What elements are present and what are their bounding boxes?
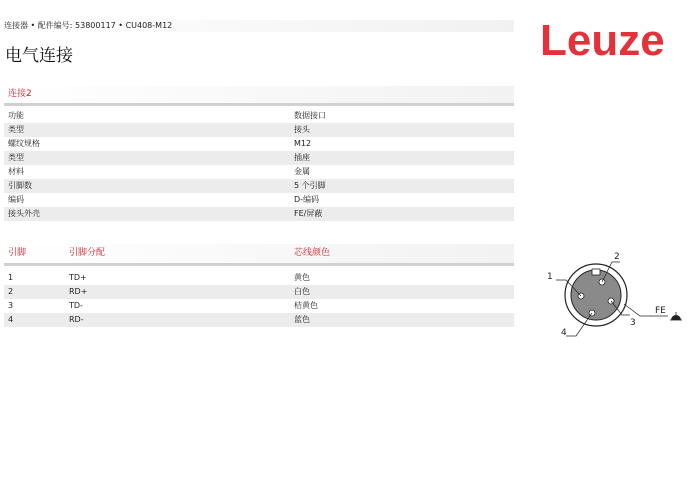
header-wire-color: 芯线颜色 — [294, 248, 331, 258]
coding-key — [592, 269, 600, 275]
spec-label: 功能 — [8, 111, 24, 120]
pin-number: 3 — [8, 301, 14, 310]
table-row — [4, 271, 514, 285]
wire-color: 蓝色 — [294, 315, 310, 324]
spec-label: 类型 — [8, 125, 24, 134]
spec-label: 螺纹规格 — [8, 139, 40, 148]
pin-table-header — [4, 244, 514, 266]
breadcrumb: 连接器 • 配件编号: 53800117 • CU408-M12 — [4, 20, 514, 32]
pin-label-1: 1 — [547, 272, 553, 282]
pin-assignment: RD+ — [69, 287, 88, 296]
pin-assignment: TD- — [69, 301, 83, 310]
header-assignment: 引脚分配 — [69, 248, 106, 258]
brand-logo: Leuze — [540, 16, 665, 65]
pin-assignment-table — [4, 244, 514, 327]
table-row — [4, 137, 514, 151]
spec-label: 编码 — [8, 195, 24, 204]
spec-value: 插座 — [294, 153, 310, 162]
page-title: 电气连接 — [5, 46, 73, 66]
spec-label: 接头外壳 — [8, 209, 40, 218]
pin-number: 4 — [8, 315, 14, 324]
table-row — [4, 123, 514, 137]
pin-assignment: RD- — [69, 315, 84, 324]
spec-value: 5 个引脚 — [294, 181, 326, 190]
pin-label-2: 2 — [614, 252, 620, 262]
connection-spec-table — [4, 86, 514, 221]
spec-value: M12 — [294, 139, 312, 148]
table-row — [4, 109, 514, 123]
table-row — [4, 193, 514, 207]
pin-assignment: TD+ — [69, 273, 87, 282]
pin-number: 1 — [8, 273, 14, 282]
connector-pinout-diagram — [534, 240, 690, 350]
spec-value: FE/屏蔽 — [294, 209, 323, 218]
table-row — [4, 313, 514, 327]
spec-value: D-编码 — [294, 195, 320, 204]
pin-number: 2 — [8, 287, 14, 296]
fe-label: FE — [655, 306, 666, 316]
table-row — [4, 207, 514, 221]
pin-label-4: 4 — [561, 328, 567, 338]
spec-label: 引脚数 — [8, 181, 32, 190]
table-row — [4, 299, 514, 313]
spec-label: 材料 — [8, 167, 24, 176]
pin-label-3: 3 — [630, 318, 636, 328]
spec-value: 接头 — [294, 125, 310, 134]
wire-color: 黄色 — [294, 273, 310, 282]
ground-symbol-icon — [670, 312, 682, 320]
table-row — [4, 179, 514, 193]
spec-label: 类型 — [8, 153, 24, 162]
spec-value: 数据接口 — [294, 111, 326, 120]
wire-color: 桔黄色 — [294, 301, 318, 310]
table-row — [4, 151, 514, 165]
wire-color: 白色 — [294, 287, 310, 296]
header-pin: 引脚 — [8, 248, 27, 258]
table-row — [4, 285, 514, 299]
section-title: 连接2 — [4, 86, 514, 106]
spec-value: 金属 — [294, 167, 310, 176]
table-row — [4, 165, 514, 179]
